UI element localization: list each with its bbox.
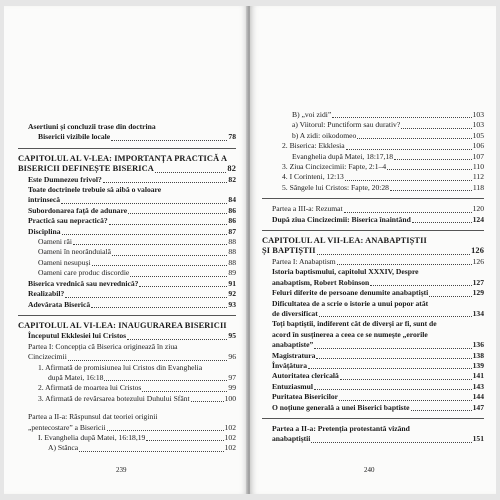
toc-page-number: 147 xyxy=(472,402,484,412)
toc-page-number: 86 xyxy=(228,205,236,215)
toc-entry-title: A) Stânca xyxy=(48,443,79,453)
section-divider xyxy=(262,418,484,419)
toc-entry-title: Practică sau nepractică? xyxy=(28,216,108,226)
toc-entry-title: CAPITOLUL AL VII-LEA: ANABAPTIȘTII xyxy=(262,236,427,246)
toc-entry xyxy=(18,185,236,195)
toc-dot-leader xyxy=(340,379,472,380)
toc-page-number: 102 xyxy=(224,422,236,432)
toc-entry xyxy=(18,164,236,174)
toc-dot-leader xyxy=(103,182,228,183)
toc-dot-leader xyxy=(111,140,227,141)
toc-entry xyxy=(18,363,236,373)
toc-dot-leader xyxy=(92,265,228,266)
toc-entry xyxy=(18,247,236,257)
page-number-right: 240 xyxy=(364,466,375,474)
toc-dot-leader xyxy=(91,307,227,308)
toc-entry xyxy=(262,110,484,120)
toc-page-number: 86 xyxy=(228,216,236,226)
toc-entry xyxy=(262,361,484,371)
toc-entry xyxy=(262,204,484,214)
toc-entry-title: CAPITOLUL AL V-LEA: IMPORTANȚA PRACTICĂ A xyxy=(18,153,228,163)
toc-dot-leader xyxy=(308,368,472,369)
toc-page-number: 97 xyxy=(228,372,236,382)
toc-entry xyxy=(18,383,236,393)
toc-entry xyxy=(262,246,484,256)
toc-dot-leader xyxy=(390,190,472,191)
toc-dot-leader xyxy=(62,234,228,235)
toc-page-number: 129 xyxy=(472,288,484,298)
toc-dot-leader xyxy=(357,138,471,139)
toc-page-number: 139 xyxy=(472,360,484,370)
toc-page-number: 126 xyxy=(471,246,484,256)
section-divider xyxy=(18,148,236,149)
toc-entry xyxy=(18,122,236,132)
toc-page-number: 88 xyxy=(228,237,236,247)
toc-entry-title: Oameni răi xyxy=(38,237,72,247)
toc-dot-leader xyxy=(332,117,471,118)
toc-entry-title: Evanghelia după Matei, 18:17,18 xyxy=(292,151,394,161)
toc-entry-title: Disciplina xyxy=(28,226,61,236)
toc-entry-title: CAPITOLUL AL VI-LEA: INAUGURAREA BISERICII xyxy=(18,320,227,330)
toc-dot-leader xyxy=(73,244,227,245)
toc-page-number: 110 xyxy=(472,162,484,172)
toc-entry xyxy=(18,175,236,185)
toc-entry-title: O noțiune generală a unei Biserici baptiste xyxy=(272,402,410,412)
table-of-contents-left xyxy=(4,122,248,454)
toc-entry-title: B) „voi zidi” xyxy=(292,110,332,119)
toc-entry xyxy=(18,206,236,216)
toc-entry xyxy=(262,257,484,267)
toc-page-number: 112 xyxy=(472,172,484,182)
toc-entry xyxy=(18,237,236,247)
toc-page-number: 151 xyxy=(472,434,484,444)
toc-entry-title: ȘI BAPTIȘTII xyxy=(262,246,316,256)
toc-dot-leader xyxy=(412,222,472,223)
toc-entry-title: Partea I: Concepția că Biserica originează în ziua xyxy=(28,341,178,351)
toc-entry xyxy=(18,195,236,205)
toc-entry-title: anabaptiștii xyxy=(272,434,311,444)
toc-dot-leader xyxy=(65,297,227,298)
toc-entry xyxy=(262,152,484,162)
toc-entry-title: b) A zidi: oikodomeo xyxy=(292,130,357,140)
toc-page-number: 136 xyxy=(472,340,484,350)
toc-entry xyxy=(18,300,236,310)
toc-entry-title: Subordonarea față de adunare xyxy=(28,205,128,215)
toc-entry xyxy=(262,120,484,130)
toc-page-number: 134 xyxy=(472,308,484,318)
toc-page-number: 95 xyxy=(228,331,236,341)
toc-entry-title: Partea a III-a: Rezumat xyxy=(272,204,343,214)
toc-entry xyxy=(18,433,236,443)
toc-entry-title: 5. Sângele lui Cristos: Fapte, 20:28 xyxy=(282,182,389,192)
toc-entry-title: 3. Ziua Cincizecimii: Fapte, 2:1–4 xyxy=(282,162,387,172)
toc-entry xyxy=(262,351,484,361)
toc-entry xyxy=(262,278,484,288)
toc-entry xyxy=(262,382,484,392)
toc-entry xyxy=(18,227,236,237)
toc-entry-title: 1. Afirmată de promisiunea lui Cristos din Evanghelia xyxy=(38,362,203,372)
toc-entry xyxy=(262,434,484,444)
toc-page-number: 107 xyxy=(472,151,484,161)
toc-entry-title: Partea a II-a: Răspunsul dat teoriei originii xyxy=(28,412,158,422)
toc-entry-title: BISERICII DEFINEȘTE BISERICA xyxy=(18,164,154,174)
toc-entry-title: Asertiuni și concluzii trase din doctrina xyxy=(28,122,156,131)
toc-entry-title: anabaptism, Robert Robinson xyxy=(272,277,370,287)
toc-page-number: 91 xyxy=(228,278,236,288)
toc-entry-title: după Matei, 16:18 xyxy=(48,372,104,382)
toc-entry-title: Istoria baptismului, capitolul XXXIV, Despre xyxy=(272,267,419,277)
toc-dot-leader xyxy=(319,316,472,317)
toc-entry xyxy=(262,424,484,434)
toc-entry xyxy=(18,216,236,226)
toc-entry xyxy=(18,258,236,268)
toc-page-number: 87 xyxy=(228,226,236,236)
toc-dot-leader xyxy=(112,255,227,256)
toc-dot-leader xyxy=(79,451,223,452)
toc-page-number: 100 xyxy=(224,393,236,403)
toc-page-number: 103 xyxy=(472,120,484,130)
toc-page-number: 96 xyxy=(228,352,236,362)
toc-page-number: 120 xyxy=(472,204,484,214)
toc-entry xyxy=(262,340,484,350)
toc-entry xyxy=(262,299,484,309)
toc-entry xyxy=(262,183,484,193)
toc-page-number: 88 xyxy=(228,247,236,257)
toc-entry xyxy=(262,172,484,182)
toc-dot-leader xyxy=(314,389,472,390)
toc-entry xyxy=(262,330,484,340)
toc-page-number: 143 xyxy=(472,381,484,391)
toc-dot-leader xyxy=(387,169,472,170)
toc-page-number: 82 xyxy=(227,164,236,174)
page-number-left: 239 xyxy=(116,466,127,474)
toc-entry xyxy=(18,394,236,404)
toc-page-number: 124 xyxy=(472,214,484,224)
toc-page-number: 118 xyxy=(472,182,484,192)
toc-entry-title: Toți baptiștii, indiferent cât de diverși ar fi, sunt de xyxy=(272,319,437,329)
toc-dot-leader xyxy=(370,285,471,286)
toc-page-number: 78 xyxy=(228,132,236,142)
toc-entry xyxy=(18,154,236,164)
toc-page-number: 99 xyxy=(228,383,236,393)
toc-page-number: 84 xyxy=(228,195,236,205)
toc-dot-leader xyxy=(109,224,228,225)
toc-entry xyxy=(262,371,484,381)
toc-page-number: 89 xyxy=(228,268,236,278)
toc-entry xyxy=(262,162,484,172)
section-divider xyxy=(262,198,484,199)
toc-entry-title: 2. Biserica: Ekklesia xyxy=(282,141,345,151)
toc-page-number: 127 xyxy=(472,277,484,287)
toc-entry xyxy=(262,215,484,225)
toc-page-number: 103 xyxy=(472,110,484,119)
toc-entry xyxy=(18,132,236,142)
toc-entry xyxy=(18,289,236,299)
section-divider xyxy=(18,315,236,316)
toc-entry xyxy=(262,319,484,329)
toc-entry-title: anabaptiste” xyxy=(272,340,314,350)
toc-entry-title: Feluri diferite de persoane denumite anabaptiști xyxy=(272,288,429,298)
toc-dot-leader xyxy=(155,172,227,173)
toc-entry-title: Partea a II-a: Pretenția protestantă vizând xyxy=(272,423,410,433)
toc-entry-title: Autoritatea clericală xyxy=(272,371,339,381)
toc-entry-title: Adevărata Biserică xyxy=(28,299,91,309)
toc-entry-title: a) Viitorul: Punctiform sau durativ? xyxy=(292,120,401,130)
toc-dot-leader xyxy=(61,203,227,204)
right-page xyxy=(250,6,496,494)
toc-entry-title: Oameni care produc discordie xyxy=(38,268,130,278)
toc-entry-title: Entuziasmul xyxy=(272,381,313,391)
toc-dot-leader xyxy=(146,440,223,441)
toc-dot-leader xyxy=(68,360,228,361)
toc-entry-title: Partea I: Anabaptism xyxy=(272,256,336,266)
toc-entry-title: Cincizecimii xyxy=(28,352,67,362)
toc-entry xyxy=(262,141,484,151)
toc-entry-title: 3. Afirmată de revărsarea botezului Duhului Sfânt xyxy=(38,393,190,403)
toc-dot-leader xyxy=(401,128,471,129)
toc-page-number: 88 xyxy=(228,257,236,267)
toc-entry xyxy=(18,268,236,278)
toc-dot-leader xyxy=(191,401,224,402)
toc-entry-title: 2. Afirmată de moartea lui Cristos xyxy=(38,383,142,393)
toc-page-number: 105 xyxy=(472,130,484,140)
toc-entry-title: Oameni în neorânduială xyxy=(38,247,111,257)
toc-dot-leader xyxy=(130,276,227,277)
toc-dot-leader xyxy=(429,296,471,297)
toc-entry-title: Dificultatea de a scrie o istorie a unui popor atât xyxy=(272,298,429,308)
toc-entry-title: Realizabil? xyxy=(28,289,65,299)
toc-entry xyxy=(18,443,236,453)
section-divider xyxy=(262,230,484,231)
toc-dot-leader xyxy=(411,410,472,411)
toc-entry-title: Bisericii vizibile locale xyxy=(38,132,111,142)
toc-page-number: 106 xyxy=(472,141,484,151)
toc-entry xyxy=(18,352,236,362)
toc-entry xyxy=(262,236,484,246)
toc-entry xyxy=(18,412,236,422)
toc-entry-title: 4. I Corinteni, 12:13 xyxy=(282,172,344,182)
table-of-contents-right xyxy=(250,110,496,445)
toc-dot-leader xyxy=(346,149,472,150)
toc-entry xyxy=(262,288,484,298)
toc-page-number: 141 xyxy=(472,371,484,381)
toc-dot-leader xyxy=(128,213,227,214)
toc-page-number: 93 xyxy=(228,299,236,309)
toc-entry xyxy=(18,321,236,331)
toc-entry-title: Biserica vrednică sau nevrednică? xyxy=(28,278,139,288)
left-page xyxy=(4,6,248,494)
toc-dot-leader xyxy=(127,339,227,340)
toc-entry xyxy=(262,403,484,413)
toc-entry-title: „pentecostare” a Bisericii xyxy=(28,422,106,432)
toc-entry-title: I. Evanghelia după Matei, 16:18,19 xyxy=(38,432,146,442)
toc-dot-leader xyxy=(104,380,227,381)
toc-page-number: 138 xyxy=(472,350,484,360)
toc-entry-title: Magistratura xyxy=(272,350,316,360)
toc-page-number: 126 xyxy=(472,256,484,266)
toc-entry-title: Toate doctrinele trebuie să aibă o valoare xyxy=(28,185,162,195)
toc-entry-title: acord în susținerea a ceea ce se numește „erorile xyxy=(272,329,428,339)
toc-dot-leader xyxy=(344,212,472,213)
toc-entry xyxy=(18,279,236,289)
toc-entry xyxy=(262,267,484,277)
toc-entry xyxy=(262,131,484,141)
toc-entry xyxy=(18,373,236,383)
toc-dot-leader xyxy=(142,391,227,392)
toc-entry-title: Oameni nesupuși xyxy=(38,257,91,267)
toc-dot-leader xyxy=(337,264,472,265)
toc-page-number: 102 xyxy=(224,443,236,453)
toc-entry-title: După ziua Cincizecimii: Biserica înaintând xyxy=(272,214,411,224)
toc-entry xyxy=(18,423,236,433)
toc-page-number: 144 xyxy=(472,392,484,402)
toc-entry-title: Învățătura xyxy=(272,360,308,370)
toc-page-number: 82 xyxy=(228,174,236,184)
toc-dot-leader xyxy=(107,430,224,431)
toc-dot-leader xyxy=(139,286,227,287)
toc-dot-leader xyxy=(394,159,472,160)
section-gap xyxy=(18,404,236,412)
toc-dot-leader xyxy=(345,180,472,181)
toc-entry-title: intrinsecă xyxy=(28,195,61,205)
toc-dot-leader xyxy=(316,358,471,359)
toc-entry-title: Puritatea Bisericilor xyxy=(272,392,339,402)
toc-entry xyxy=(262,392,484,402)
toc-dot-leader xyxy=(339,400,472,401)
toc-dot-leader xyxy=(311,442,471,443)
toc-entry-title: Începutul Ekklesiei lui Cristos xyxy=(28,331,127,341)
toc-entry xyxy=(262,309,484,319)
toc-page-number: 102 xyxy=(224,432,236,442)
toc-entry-title: de diversificat xyxy=(272,308,318,318)
toc-entry-title: Este Dumnezeu frivol? xyxy=(28,174,102,184)
toc-entry xyxy=(18,342,236,352)
toc-dot-leader xyxy=(317,254,471,255)
toc-entry xyxy=(18,331,236,341)
toc-dot-leader xyxy=(314,348,471,349)
toc-page-number: 92 xyxy=(228,289,236,299)
